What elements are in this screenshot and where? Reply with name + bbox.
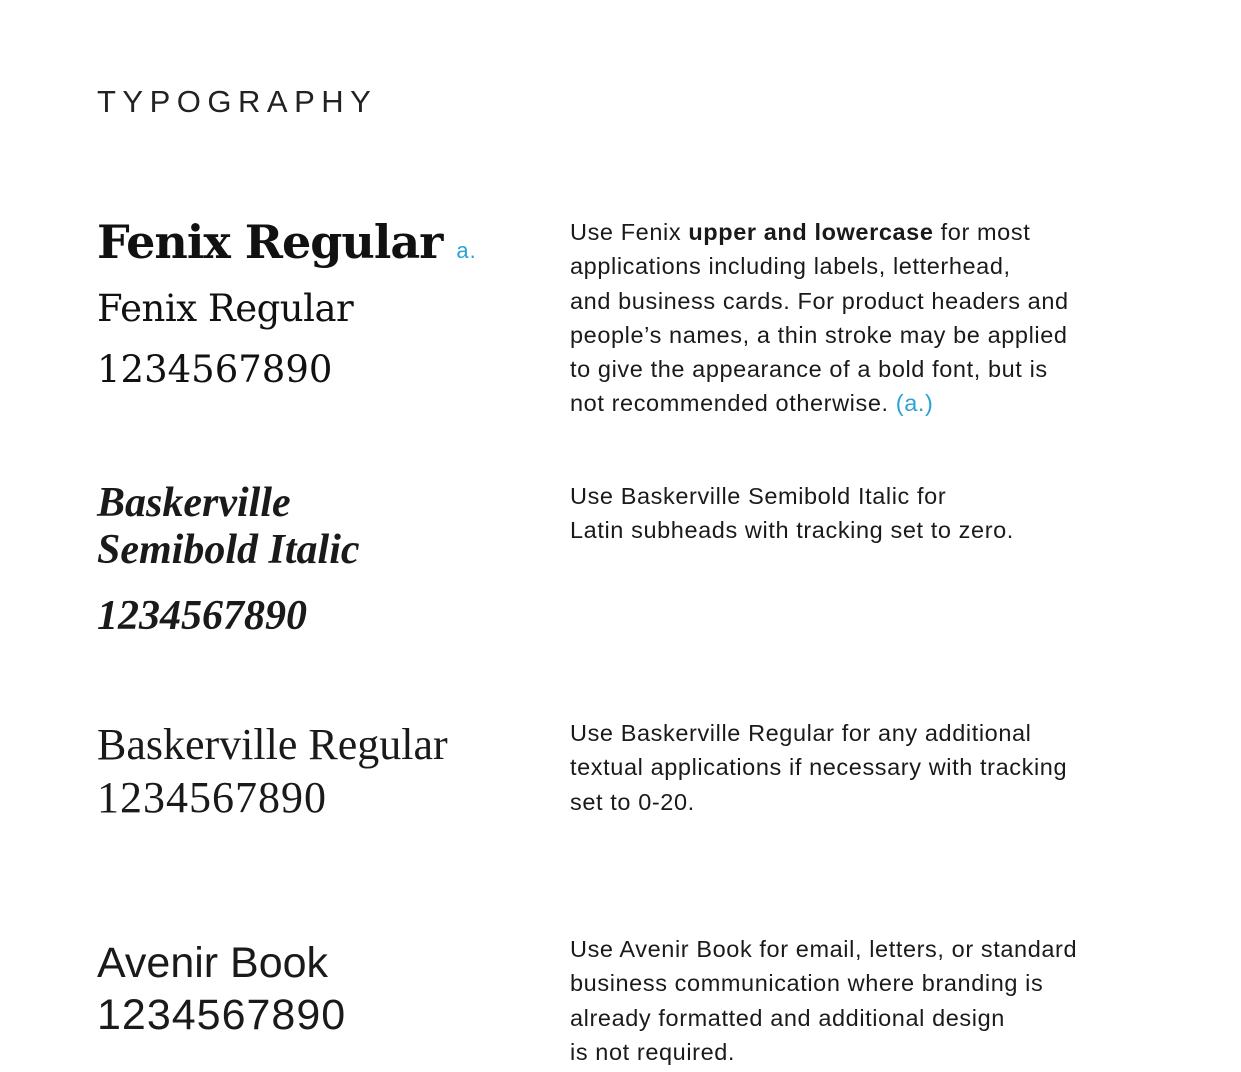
page-title: TYPOGRAPHY <box>97 84 378 119</box>
fenix-bold-sample-text: Fenix Regular <box>97 215 443 269</box>
av-description-line: business communication where branding is <box>570 970 1044 997</box>
fenix-desc-text: not recommended otherwise. <box>570 390 896 417</box>
fenix-description-line: to give the appearance of a bold font, but is <box>570 356 1048 383</box>
fenix-regular-sample: Fenix Regular <box>97 287 354 330</box>
fenix-desc-text: for most <box>933 219 1031 245</box>
av-description-line: Use Avenir Book for email, letters, or standard <box>570 936 1078 962</box>
br-description-line: set to 0-20. <box>570 788 695 815</box>
baskerville-regular-sample: Baskerville Regular <box>97 720 448 769</box>
baskerville-semibold-italic-description <box>570 479 1170 548</box>
baskerville-semibold-italic-sample <box>97 480 517 574</box>
fenix-description-line: people’s names, a thin stroke may be applied <box>570 321 1068 348</box>
br-description-line: textual applications if necessary with tracking <box>570 754 1068 781</box>
avenir-book-sample: Avenir Book <box>97 939 329 987</box>
fenix-description <box>570 215 1170 421</box>
fenix-description-line <box>570 386 1170 420</box>
av-description-line: already formatted and additional design <box>570 1004 1005 1031</box>
fenix-numerals-sample: 1234567890 <box>97 348 333 391</box>
reference-marker-a: a. <box>456 238 477 263</box>
bsi-description-line: Use Baskerville Semibold Italic for <box>570 483 947 509</box>
reference-a-link: (a.) <box>895 390 934 417</box>
bsi-description-line: Latin subheads with tracking set to zero. <box>570 517 1014 544</box>
br-description-line: Use Baskerville Regular for any additional <box>570 720 1032 746</box>
baskerville-regular-description <box>570 716 1170 819</box>
fenix-desc-emphasis: upper and lowercase <box>688 219 934 245</box>
fenix-desc-text: Use Fenix <box>570 219 689 245</box>
avenir-book-numerals: 1234567890 <box>97 991 347 1039</box>
fenix-description-line: and business cards. For product headers and <box>570 287 1069 314</box>
bsi-name-line: Semibold Italic <box>97 527 360 573</box>
fenix-bold-sample <box>97 206 477 287</box>
bsi-name-line: Baskerville <box>97 480 291 526</box>
avenir-book-description <box>570 932 1170 1069</box>
baskerville-semibold-italic-numerals: 1234567890 <box>97 593 307 639</box>
baskerville-regular-numerals: 1234567890 <box>97 773 327 822</box>
av-description-line: is not required. <box>570 1038 736 1065</box>
fenix-description-line: applications including labels, letterhead, <box>570 253 1011 280</box>
fenix-description-line <box>570 215 1170 249</box>
